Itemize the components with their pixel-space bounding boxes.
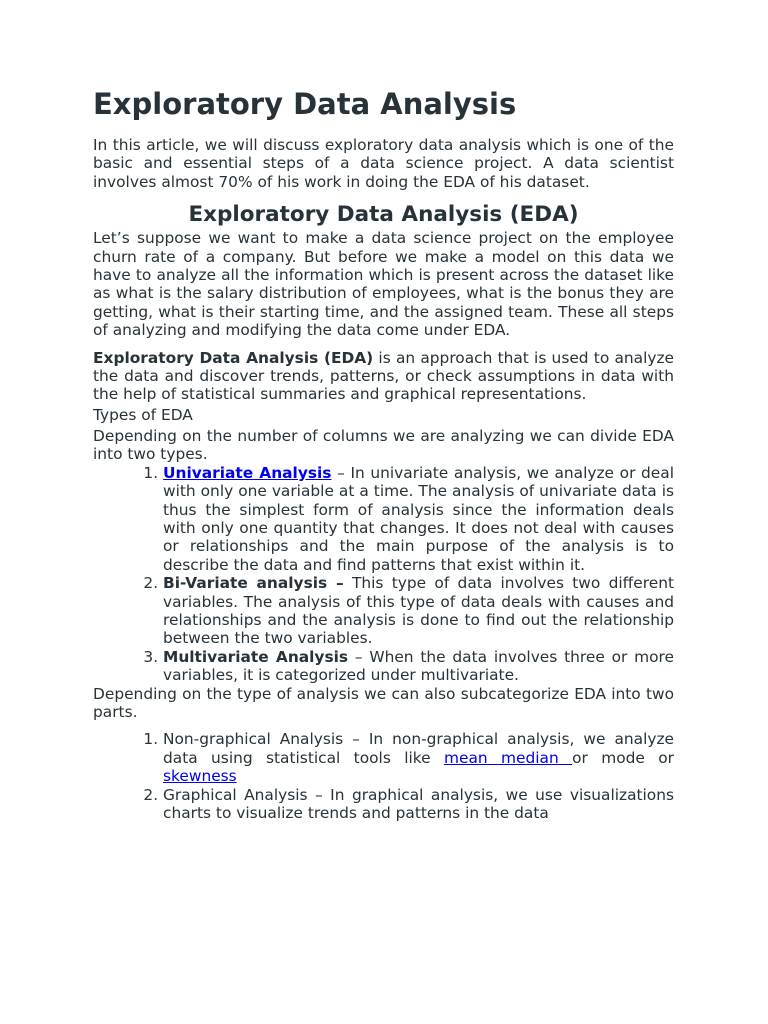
list-item-non-graphical xyxy=(163,730,674,785)
section-heading: Exploratory Data Analysis (EDA) xyxy=(188,202,579,228)
bivariate-title: Bi-Variate analysis – xyxy=(163,574,344,593)
eda-types-list xyxy=(93,464,674,685)
eda-definition-paragraph xyxy=(93,349,674,404)
eda-definition-term: Exploratory Data Analysis (EDA) xyxy=(93,348,374,367)
types-heading: Types of EDA xyxy=(93,405,193,424)
parts-intro-paragraph: Depending on the type of analysis we can also subcategorize EDA into two parts. xyxy=(93,684,674,721)
list-item-graphical: 2. Graphical Analysis – In graphical analysis, we use visualizations charts to visualize trends and patterns in the data xyxy=(163,786,674,823)
multivariate-description: – When the data involves three or more variables, it is categorized under multivariate. xyxy=(163,647,674,685)
eda-parts-list xyxy=(93,730,674,822)
univariate-description: – In univariate analysis, we analyze or deal with only one variable at a time. The analysis of univariate data is thus the simplest form of analysis since the information deals with only one quantity that changes. It does not deal with causes or relationships and the main purpose of the analysis is to describe the data and find patterns that exist within it. xyxy=(163,463,674,574)
page-title: Exploratory Data Analysis xyxy=(93,87,517,121)
skewness-link[interactable]: skewness xyxy=(163,767,237,786)
list-item-univariate xyxy=(163,464,674,574)
article-content xyxy=(93,84,674,822)
non-graphical-text: Non-graphical Analysis – In non-graphical analysis, we analyze data using statistical tools like xyxy=(163,730,674,767)
eda-definition-text: is an approach that is used to analyze the data and discover trends, patterns, or check assumptions in data with the help of statistical summaries and graphical representations. xyxy=(93,348,674,404)
suppose-paragraph: Let’s suppose we want to make a data science project on the employee churn rate of a company. But before we make a model on this data we have to analyze all the information which is present across the dataset like as what is the salary distribution of employees, what is the bonus they are getting, what is their starting time, and the assigned team. These all steps of analyzing and modifying the data come under EDA. xyxy=(93,229,674,340)
list-item-multivariate xyxy=(163,648,674,685)
bivariate-description: This type of data involves two different variables. The analysis of this type of data deals with causes and relationships and the analysis is done to find out the relationship between the two variables. xyxy=(163,574,674,648)
non-graphical-text-middle: or mode or xyxy=(572,748,675,767)
multivariate-title: Multivariate Analysis xyxy=(163,647,349,666)
univariate-analysis-link[interactable]: Univariate Analysis xyxy=(163,463,332,482)
mean-median-link[interactable]: mean median xyxy=(444,748,573,767)
list-item-bivariate xyxy=(163,574,674,648)
types-intro-paragraph: Depending on the number of columns we are analyzing we can divide EDA into two types. xyxy=(93,426,674,464)
intro-paragraph: In this article, we will discuss exploratory data analysis which is one of the basic and essential steps of a data science project. A data scientist involves almost 70% of his work in doing the EDA of his dataset. xyxy=(93,136,674,191)
